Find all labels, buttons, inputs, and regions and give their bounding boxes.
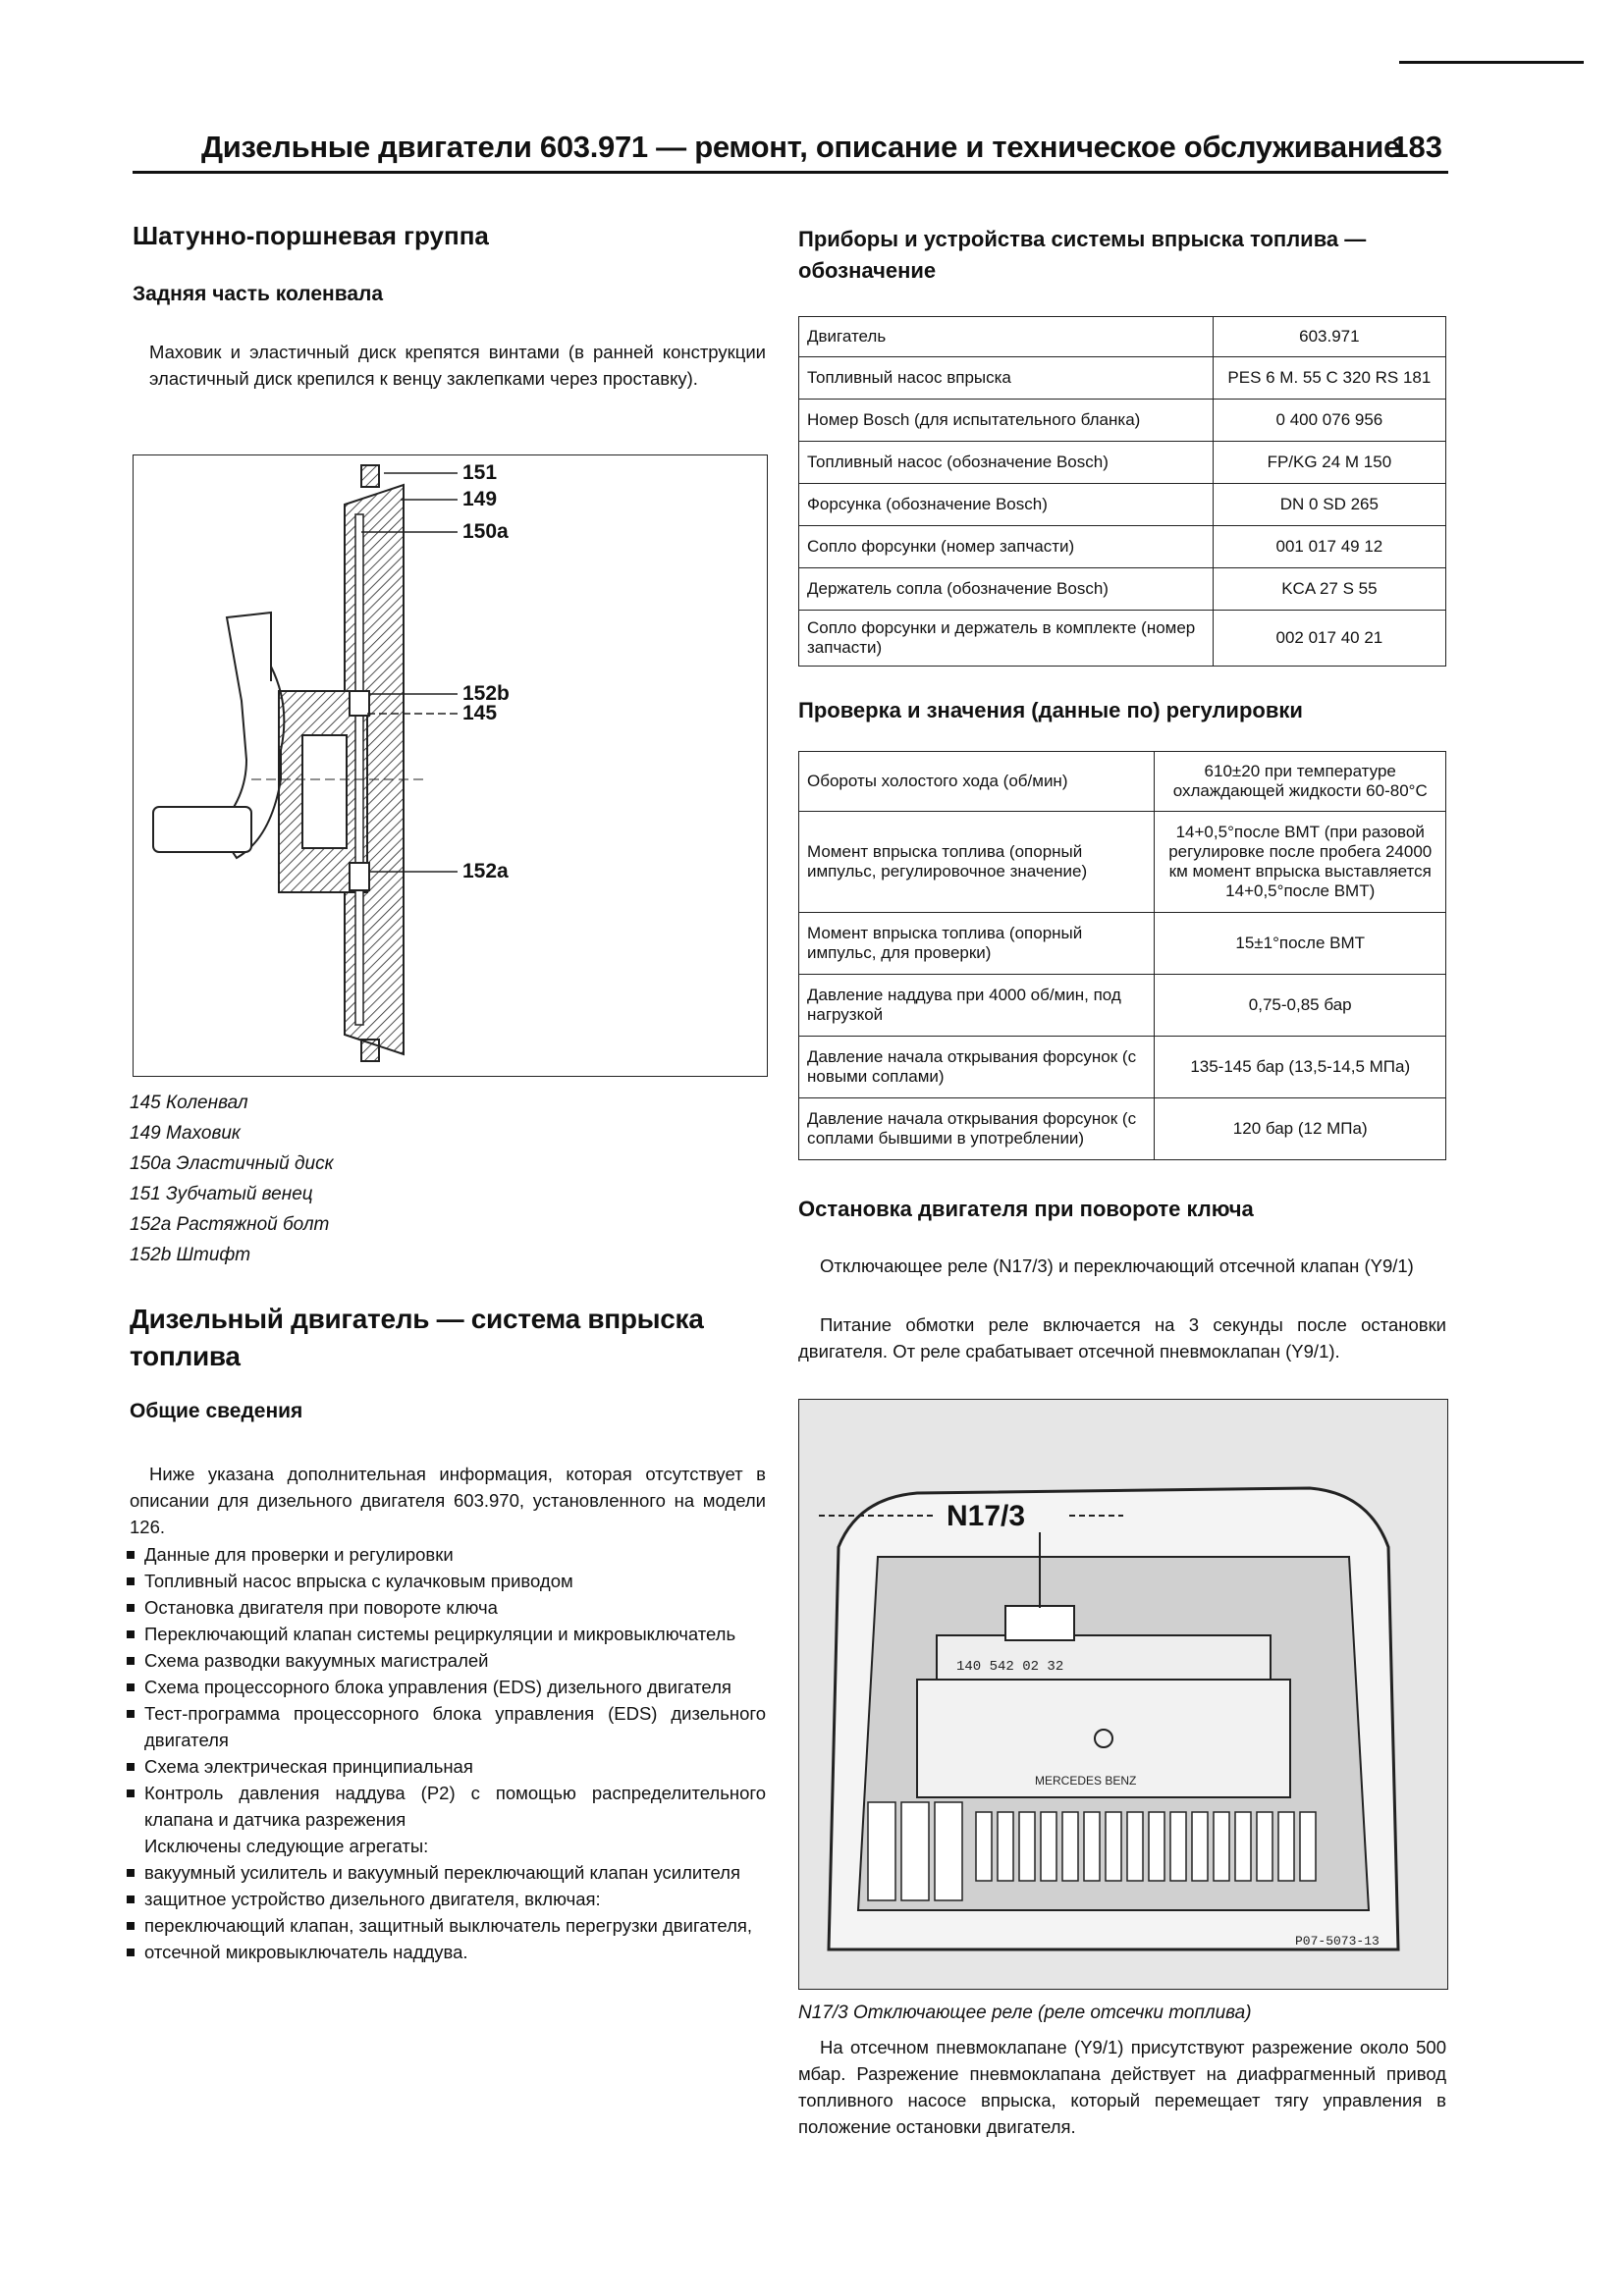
check-table-container	[798, 751, 1446, 1160]
table-cell: DN 0 SD 265	[1213, 484, 1445, 526]
table-cell: FP/KG 24 M 150	[1213, 442, 1445, 484]
table-cell: Держатель сопла (обозначение Bosch)	[799, 568, 1214, 611]
table-cell: 002 017 40 21	[1213, 611, 1445, 667]
paragraph-relay-power: Питание обмотки реле включается на 3 секунды после остановки двигателя. От реле срабатывает отсечной пневмоклапан (Y9/1).	[798, 1314, 1446, 1362]
list-item: вакуумный усилитель и вакуумный переключающий клапан усилителя	[123, 1859, 766, 1886]
table-cell: 0 400 076 956	[1213, 400, 1445, 442]
relay-brand: MERCEDES BENZ	[1035, 1774, 1137, 1788]
relay-part-number: 140 542 02 32	[956, 1659, 1064, 1675]
list-item: Переключающий клапан системы рециркуляции и микровыключатель	[123, 1621, 766, 1647]
list-item: Данные для проверки и регулировки	[123, 1541, 766, 1568]
table-row	[799, 357, 1446, 400]
paragraph-relay: Отключающее реле (N17/3) и переключающий отсечной клапан (Y9/1)	[820, 1255, 1414, 1276]
list-item: Топливный насос впрыска с кулачковым приводом	[123, 1568, 766, 1594]
table-cell: 603.971	[1213, 317, 1445, 357]
callout-152a: 152a	[462, 860, 509, 882]
table-cell: 001 017 49 12	[1213, 526, 1445, 568]
table-cell: Момент впрыска топлива (опорный импульс, для проверки)	[799, 913, 1155, 975]
relay-label: N17/3	[947, 1500, 1026, 1532]
table-row	[799, 442, 1446, 484]
table-row	[799, 752, 1446, 812]
flywheel-caption	[130, 1088, 758, 1270]
list-item: переключающий клапан, защитный выключатель перегрузки двигателя,	[123, 1912, 766, 1939]
list-item: отсечной микровыключатель наддува.	[123, 1939, 766, 1965]
list-item: Остановка двигателя при повороте ключа	[123, 1594, 766, 1621]
callout-150a: 150a	[462, 520, 509, 543]
feature-list-container	[123, 1541, 766, 1965]
table-cell: Топливный насос (обозначение Bosch)	[799, 442, 1214, 484]
list-item: Схема процессорного блока управления (EDS) дизельного двигателя	[123, 1674, 766, 1700]
list-item: Тест-программа процессорного блока управления (EDS) дизельного двигателя	[123, 1700, 766, 1753]
table-row	[799, 611, 1446, 667]
list-item: Схема разводки вакуумных магистралей	[123, 1647, 766, 1674]
section-title-diesel-injection: Дизельный двигатель — система впрыска топлива	[130, 1304, 704, 1371]
caption-line: 151 Зубчатый венец	[130, 1184, 313, 1204]
table-cell: 0,75-0,85 бар	[1155, 975, 1446, 1037]
table-cell: 610±20 при температуре охлаждающей жидкости 60-80°C	[1155, 752, 1446, 812]
caption-line: 150a Эластичный диск	[130, 1153, 334, 1174]
table-row	[799, 812, 1446, 913]
table-row	[799, 913, 1446, 975]
list-item: Контроль давления наддува (P2) с помощью распределительного клапана и датчика разрежения	[123, 1780, 766, 1833]
callout-151: 151	[462, 461, 498, 484]
paragraph-flywheel: Маховик и эластичный диск крепятся винтами (в ранней конструкции эластичный диск крепился к венцу заклепками через проставку).	[149, 342, 766, 389]
table-cell: Давление начала открывания форсунок (с новыми соплами)	[799, 1037, 1155, 1098]
table-row	[799, 400, 1446, 442]
list-item: защитное устройство дизельного двигателя, включая:	[123, 1886, 766, 1912]
page-number: 183	[1391, 130, 1442, 164]
callout-152b: 152b	[462, 682, 510, 705]
callout-145: 145	[462, 702, 498, 724]
table-row	[799, 526, 1446, 568]
devices-table	[798, 316, 1446, 667]
table-row	[799, 975, 1446, 1037]
table-cell: Момент впрыска топлива (опорный импульс, регулировочное значение)	[799, 812, 1155, 913]
excluded-list	[123, 1859, 766, 1965]
paragraph-cutoff-valve: На отсечном пневмоклапане (Y9/1) присутствуют разрежение около 500 мбар. Разрежение пневмоклапана действует на диафрагменный привод топливного насосе впрыска, который перемещает тягу управления в положение остановки двигателя.	[798, 2037, 1446, 2137]
list-item: Схема электрическая принципиальная	[123, 1753, 766, 1780]
paragraph-general: Ниже указана дополнительная информация, которая отсутствует в описании для дизельного двигателя 603.970, установленного на модели 126.	[130, 1464, 766, 1537]
table-row	[799, 1098, 1446, 1160]
photo-caption: N17/3 Отключающее реле (реле отсечки топлива)	[798, 2002, 1252, 2023]
table-cell: 14+0,5°после ВМТ (при разовой регулировке после пробега 24000 км момент впрыска выставляется 14+0,5°после ВМТ)	[1155, 812, 1446, 913]
feature-list	[123, 1541, 766, 1833]
table-cell: PES 6 M. 55 C 320 RS 181	[1213, 357, 1445, 400]
devices-table-container	[798, 316, 1446, 667]
caption-line: 149 Маховик	[130, 1123, 241, 1144]
table-row	[799, 1037, 1446, 1098]
table-cell: 120 бар (12 МПа)	[1155, 1098, 1446, 1160]
photo-code: P07-5073-13	[1295, 1934, 1380, 1949]
subsection-title-crankshaft-rear: Задняя часть коленвала	[133, 283, 384, 305]
table-cell: Номер Bosch (для испытательного бланка)	[799, 400, 1214, 442]
subsection-title-general: Общие сведения	[130, 1400, 303, 1422]
table-cell: Сопло форсунки (номер запчасти)	[799, 526, 1214, 568]
caption-line: 152a Растяжной болт	[130, 1214, 330, 1235]
callout-149: 149	[462, 488, 498, 510]
table-cell: Форсунка (обозначение Bosch)	[799, 484, 1214, 526]
excluded-intro: Исключены следующие агрегаты:	[144, 1836, 429, 1856]
section-title-checks: Проверка и значения (данные по) регулировки	[798, 698, 1303, 722]
table-cell: Топливный насос впрыска	[799, 357, 1214, 400]
table-cell: 135-145 бар (13,5-14,5 МПа)	[1155, 1037, 1446, 1098]
flywheel-drawing	[134, 455, 767, 1076]
table-cell: Давление начала открывания форсунок (с соплами бывшими в употреблении)	[799, 1098, 1155, 1160]
page-header	[133, 128, 1448, 174]
section-title-devices: Приборы и устройства системы впрыска топлива — обозначение	[798, 227, 1367, 283]
page-title: Дизельные двигатели 603.971 — ремонт, описание и техническое обслуживание	[201, 130, 1400, 164]
flywheel-figure	[133, 454, 768, 1077]
table-cell: Давление наддува при 4000 об/мин, под нагрузкой	[799, 975, 1155, 1037]
table-cell: Двигатель	[799, 317, 1214, 357]
table-row	[799, 484, 1446, 526]
check-table	[798, 751, 1446, 1160]
table-cell: Обороты холостого хода (об/мин)	[799, 752, 1155, 812]
table-cell: Сопло форсунки и держатель в комплекте (номер запчасти)	[799, 611, 1214, 667]
table-row	[799, 317, 1446, 357]
section-title-engine-stop: Остановка двигателя при повороте ключа	[798, 1197, 1254, 1221]
table-row	[799, 568, 1446, 611]
top-rule	[1399, 61, 1584, 64]
table-cell: KCA 27 S 55	[1213, 568, 1445, 611]
relay-photo	[798, 1399, 1448, 1990]
caption-line: 145 Коленвал	[130, 1093, 248, 1113]
section-title-crankshaft-group: Шатунно-поршневая группа	[133, 221, 489, 250]
table-cell: 15±1°после ВМТ	[1155, 913, 1446, 975]
caption-line: 152b Штифт	[130, 1245, 251, 1265]
relay-photo-drawing	[799, 1400, 1447, 1989]
